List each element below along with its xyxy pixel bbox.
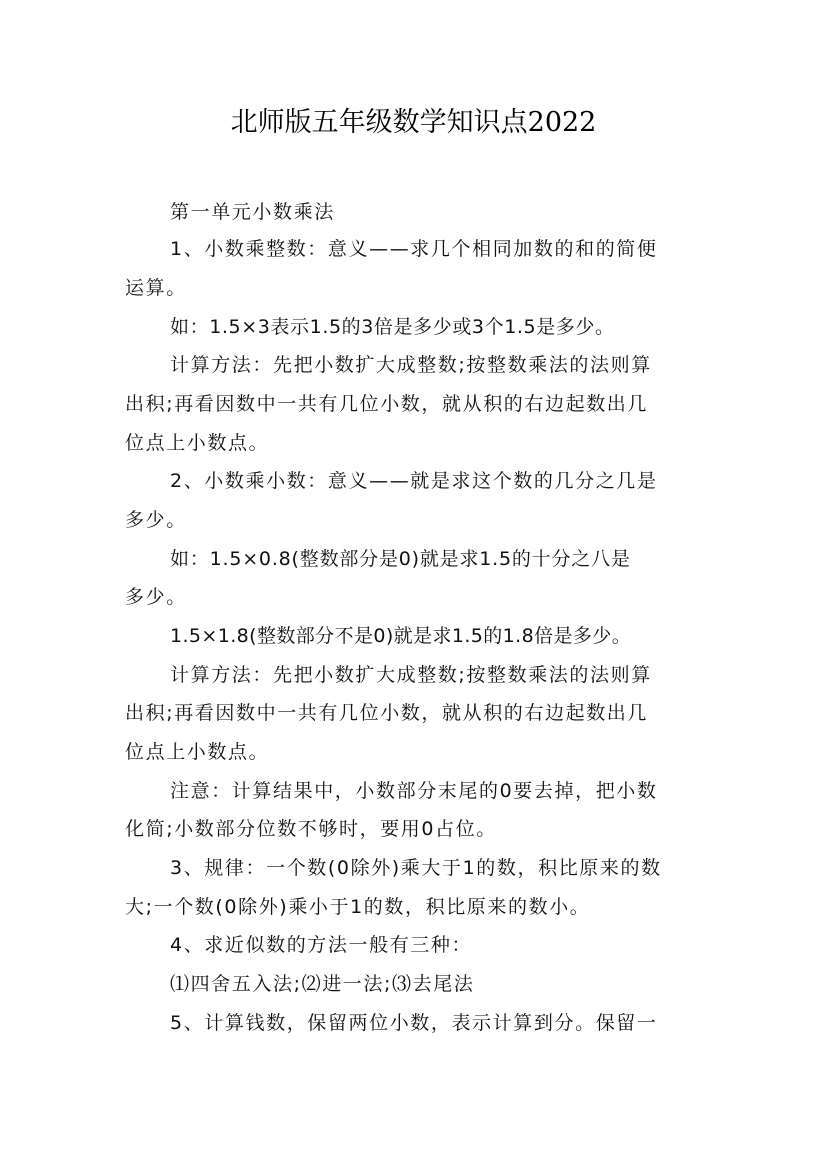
- paragraph-line: 位点上小数点。: [125, 432, 270, 454]
- paragraph-line: 出积;再看因数中一共有几位小数，就从积的右边起数出几: [125, 393, 649, 415]
- paragraph-line: 计算方法：先把小数扩大成整数;按整数乘法的法则算: [170, 354, 652, 376]
- paragraph-line: 多少。: [125, 509, 187, 531]
- paragraph-line: ⑴四舍五入法;⑵进一法;⑶去尾法: [170, 973, 475, 995]
- paragraph-line: 如：1.5×0.8(整数部分是0)就是求1.5的十分之八是: [170, 548, 631, 570]
- paragraph-line: 2、小数乘小数：意义——就是求这个数的几分之几是: [170, 470, 658, 492]
- paragraph-line: 3、规律：一个数(0除外)乘大于1的数，积比原来的数: [170, 857, 662, 879]
- paragraph-line: 大;一个数(0除外)乘小于1的数，积比原来的数小。: [125, 896, 591, 918]
- document-title: 北师版五年级数学知识点2022: [230, 107, 597, 138]
- paragraph-line: 1.5×1.8(整数部分不是0)就是求1.5的1.8倍是多少。: [170, 625, 632, 647]
- paragraph-line: 出积;再看因数中一共有几位小数，就从积的右边起数出几: [125, 702, 649, 724]
- paragraph-line: 5、计算钱数，保留两位小数，表示计算到分。保留一: [170, 1012, 658, 1034]
- paragraph-line: 多少。: [125, 586, 187, 608]
- paragraph-line: 计算方法：先把小数扩大成整数;按整数乘法的法则算: [170, 664, 652, 686]
- paragraph-line: 4、求近似数的方法一般有三种：: [170, 934, 473, 956]
- paragraph-line: 1、小数乘整数：意义——求几个相同加数的和的简便: [170, 238, 658, 260]
- section-heading: 第一单元小数乘法: [170, 201, 335, 223]
- paragraph-line: 化简;小数部分位数不够时，要用0占位。: [125, 818, 497, 840]
- paragraph-line: 如：1.5×3表示1.5的3倍是多少或3个1.5是多少。: [170, 316, 615, 338]
- paragraph-line: 注意：计算结果中，小数部分末尾的0要去掉，把小数: [170, 780, 658, 802]
- paragraph-line: 位点上小数点。: [125, 741, 270, 763]
- paragraph-line: 运算。: [125, 277, 187, 299]
